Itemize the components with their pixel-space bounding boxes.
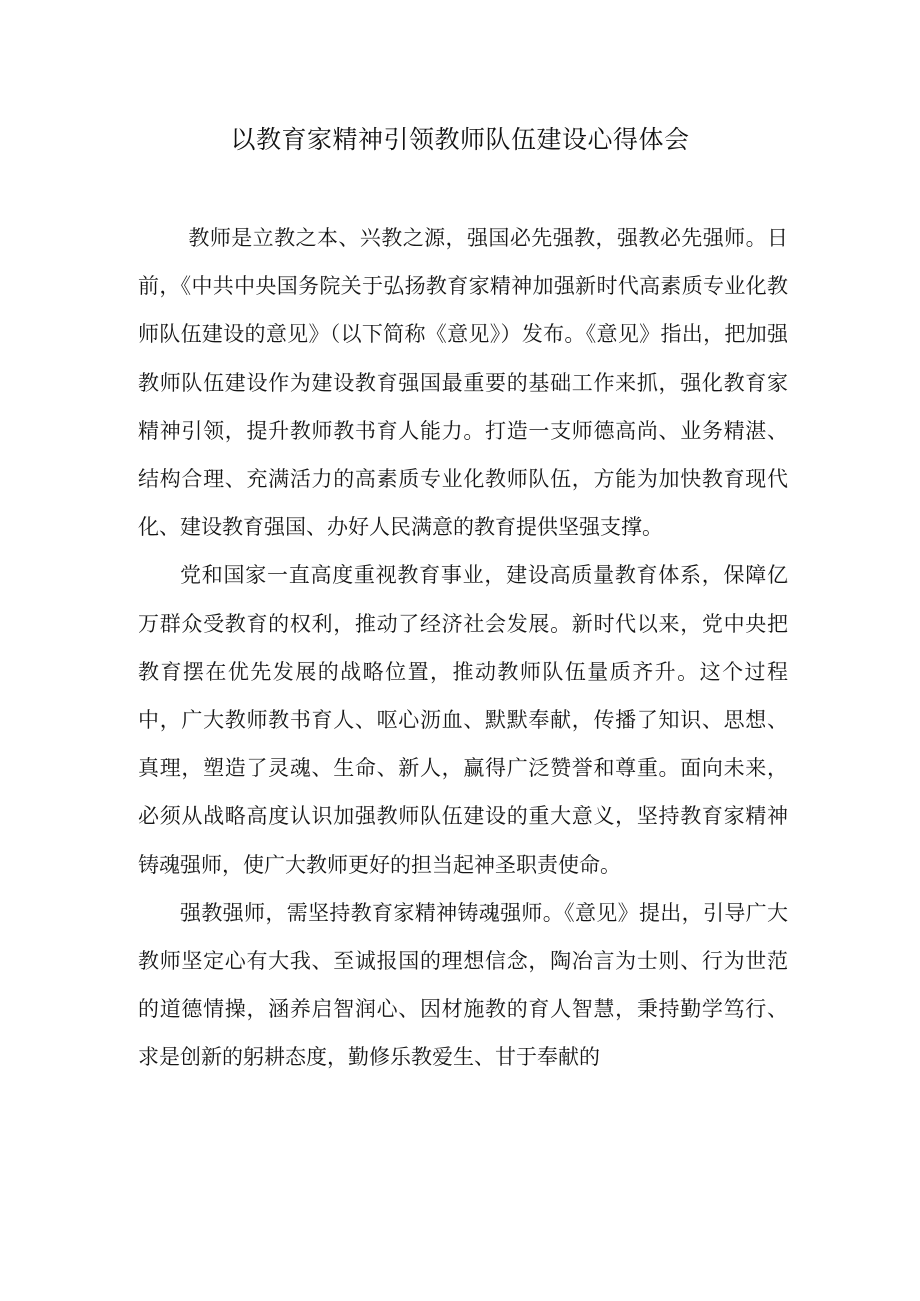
- paragraph-3: 强教强师，需坚持教育家精神铸魂强师。《意见》提出，引导广大教师坚定心有大我、至诚报国的理想信念，陶冶言为士则、行为世范的道德情操，涵养启智润心、因材施教的育人智慧，秉持勤学笃行、求是创新的躬耕态度，勤修乐教爱生、甘于奉献的: [138, 900, 788, 1070]
- document-body: [138, 214, 788, 1082]
- document-title: 以教育家精神引领教师队伍建设心得体会: [230, 125, 690, 154]
- paragraph-2: 党和国家一直高度重视教育事业，建设高质量教育体系，保障亿万群众受教育的权利，推动了经济社会发展。新时代以来，党中央把教育摆在优先发展的战略位置，推动教师队伍量质齐升。这个过程中，广大教师教书育人、呕心沥血、默默奉献，传播了知识、思想、真理，塑造了灵魂、生命、新人，赢得广泛赞誉和尊重。面向未来，必须从战略高度认识加强教师队伍建设的重大意义，坚持教育家精神铸魂强师，使广大教师更好的担当起神圣职责使命。: [138, 563, 788, 877]
- paragraph-1: 教师是立教之本、兴教之源，强国必先强教，强教必先强师。日前，《中共中央国务院关于弘扬教育家精神加强新时代高素质专业化教师队伍建设的意见》（以下简称《意见》）发布。《意见》指出，把加强教师队伍建设作为建设教育强国最重要的基础工作来抓，强化教育家精神引领，提升教师教书育人能力。打造一支师德高尚、业务精湛、结构合理、充满活力的高素质专业化教师队伍，方能为加快教育现代化、建设教育强国、办好人民满意的教育提供坚强支撑。: [138, 226, 788, 540]
